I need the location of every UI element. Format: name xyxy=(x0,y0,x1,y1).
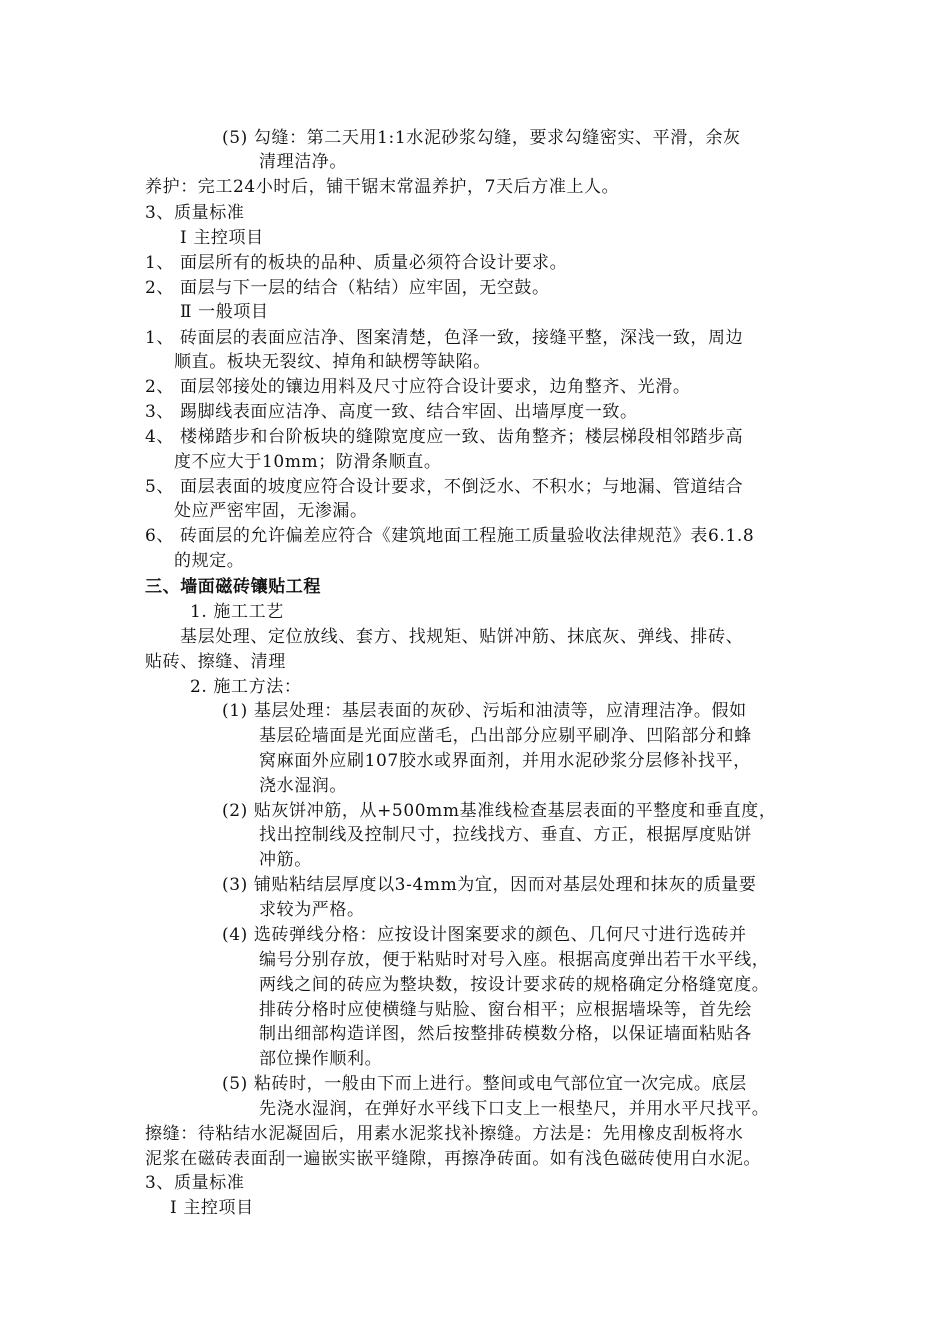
general-item-2: 2、 面层邻接处的镶边用料及尺寸应符合设计要求，边角整齐、光滑。 xyxy=(145,377,691,397)
step-5-jointing: (5) 勾缝：第二天用1:1水泥砂浆勾缝，要求勾缝密实、平滑，余灰 xyxy=(222,128,741,148)
chapter-heading-wall-tile: 三、墙面磁砖镶贴工程 xyxy=(145,577,321,597)
step-5-jointing-cont: 清理洁净。 xyxy=(259,152,347,172)
construction-process-text-cont: 贴砖、擦缝、清理 xyxy=(145,652,286,672)
method-step-1-line-3: 窝麻面外应刷107胶水或界面剂，并用水泥砂浆分层修补找平， xyxy=(259,751,751,771)
method-step-4-line-2: 编号分别存放，便于粘贴时对号入座。根据高度弹出若干水平线， xyxy=(259,950,770,970)
general-item-4-cont: 度不应大于10mm；防滑条顺直。 xyxy=(174,452,442,472)
general-item-4: 4、 楼梯踏步和台阶板块的缝隙宽度应一致、齿角整齐；楼层梯段相邻踏步高 xyxy=(145,427,744,447)
section-quality-standard: 3、质量标准 xyxy=(145,203,245,223)
method-step-2-line-2: 找出控制线及控制尺寸，拉线找方、垂直、方正，根据厚度贴饼 xyxy=(259,825,752,845)
joint-wiping-paragraph: 擦缝：待粘结水泥凝固后，用素水泥浆找补擦缝。方法是：先用橡皮刮板将水 xyxy=(145,1124,744,1144)
method-step-4-line-3: 两线之间的砖应为整块数，按设计要求砖的规格确定分格缝宽度。 xyxy=(259,975,770,995)
method-step-5-line-2: 先浇水湿润，在弹好水平线下口支上一根垫尺，并用水平尺找平。 xyxy=(259,1099,770,1119)
curing-paragraph: 养护：完工24小时后，铺干锯末常温养护，7天后方准上人。 xyxy=(145,177,620,197)
main-item-2: 2、 面层与下一层的结合（粘结）应牢固，无空鼓。 xyxy=(145,278,550,298)
general-item-1-cont: 顺直。板块无裂纹、掉角和缺楞等缺陷。 xyxy=(174,352,491,372)
method-step-2-line-3: 冲筋。 xyxy=(259,850,312,870)
general-item-5: 5、 面层表面的坡度应符合设计要求，不倒泛水、不积水；与地漏、管道结合 xyxy=(145,477,744,497)
method-step-4-line-5: 制出细部构造详图，然后按整排砖模数分格，以保证墙面粘贴各 xyxy=(259,1024,752,1044)
general-item-3: 3、 踢脚线表面应洁净、高度一致、结合牢固、出墙厚度一致。 xyxy=(145,402,638,422)
method-step-4-line-6: 部位操作顺利。 xyxy=(259,1049,383,1069)
method-step-1-line-4: 浇水湿润。 xyxy=(259,776,347,796)
general-items-heading: Ⅱ 一般项目 xyxy=(180,302,269,322)
general-item-1: 1、 砖面层的表面应洁净、图案清楚，色泽一致，接缝平整，深浅一致，周边 xyxy=(145,328,744,348)
method-step-1-line-2: 基层砼墙面是光面应凿毛，凸出部分应剔平刷净、凹陷部分和蜂 xyxy=(259,726,752,746)
method-step-1: (1) 基层处理：基层表面的灰砂、污垢和油渍等，应清理洁净。假如 xyxy=(222,701,747,721)
main-control-heading-2: Ⅰ 主控项目 xyxy=(170,1198,254,1218)
construction-process-text: 基层处理、定位放线、套方、找规矩、贴饼冲筋、抹底灰、弹线、排砖、 xyxy=(180,627,744,647)
main-control-heading: Ⅰ 主控项目 xyxy=(180,228,264,248)
construction-process-heading: 1. 施工工艺 xyxy=(190,602,284,622)
method-step-4: (4) 选砖弹线分格：应按设计图案要求的颜色、几何尺寸进行选砖并 xyxy=(222,925,747,945)
general-item-5-cont: 处应严密牢固，无渗漏。 xyxy=(174,501,368,521)
main-item-1: 1、 面层所有的板块的品种、质量必须符合设计要求。 xyxy=(145,253,568,273)
general-item-6: 6、 砖面层的允许偏差应符合《建筑地面工程施工质量验收法律规范》表6.1.8 xyxy=(145,526,755,546)
general-item-6-cont: 的规定。 xyxy=(174,551,245,571)
method-step-3: (3) 铺贴粘结层厚度以3-4mm为宜，因而对基层处理和抹灰的质量要 xyxy=(222,875,757,895)
section-quality-standard-2: 3、质量标准 xyxy=(145,1173,245,1193)
method-step-3-line-2: 求较为严格。 xyxy=(259,900,365,920)
method-step-5: (5) 粘砖时，一般由下而上进行。整间或电气部位宜一次完成。底层 xyxy=(222,1074,747,1094)
method-step-4-line-4: 排砖分格时应使横缝与贴脸、窗台相平；应根据墙垛等，首先绘 xyxy=(259,1000,752,1020)
construction-method-heading: 2. 施工方法： xyxy=(190,677,302,697)
joint-wiping-paragraph-cont: 泥浆在磁砖表面刮一遍嵌实嵌平缝隙，再擦净砖面。如有浅色磁砖使用白水泥。 xyxy=(145,1149,761,1169)
method-step-2: (2) 贴灰饼冲筋，从+500mm基准线检查基层表面的平整度和垂直度， xyxy=(222,801,777,821)
